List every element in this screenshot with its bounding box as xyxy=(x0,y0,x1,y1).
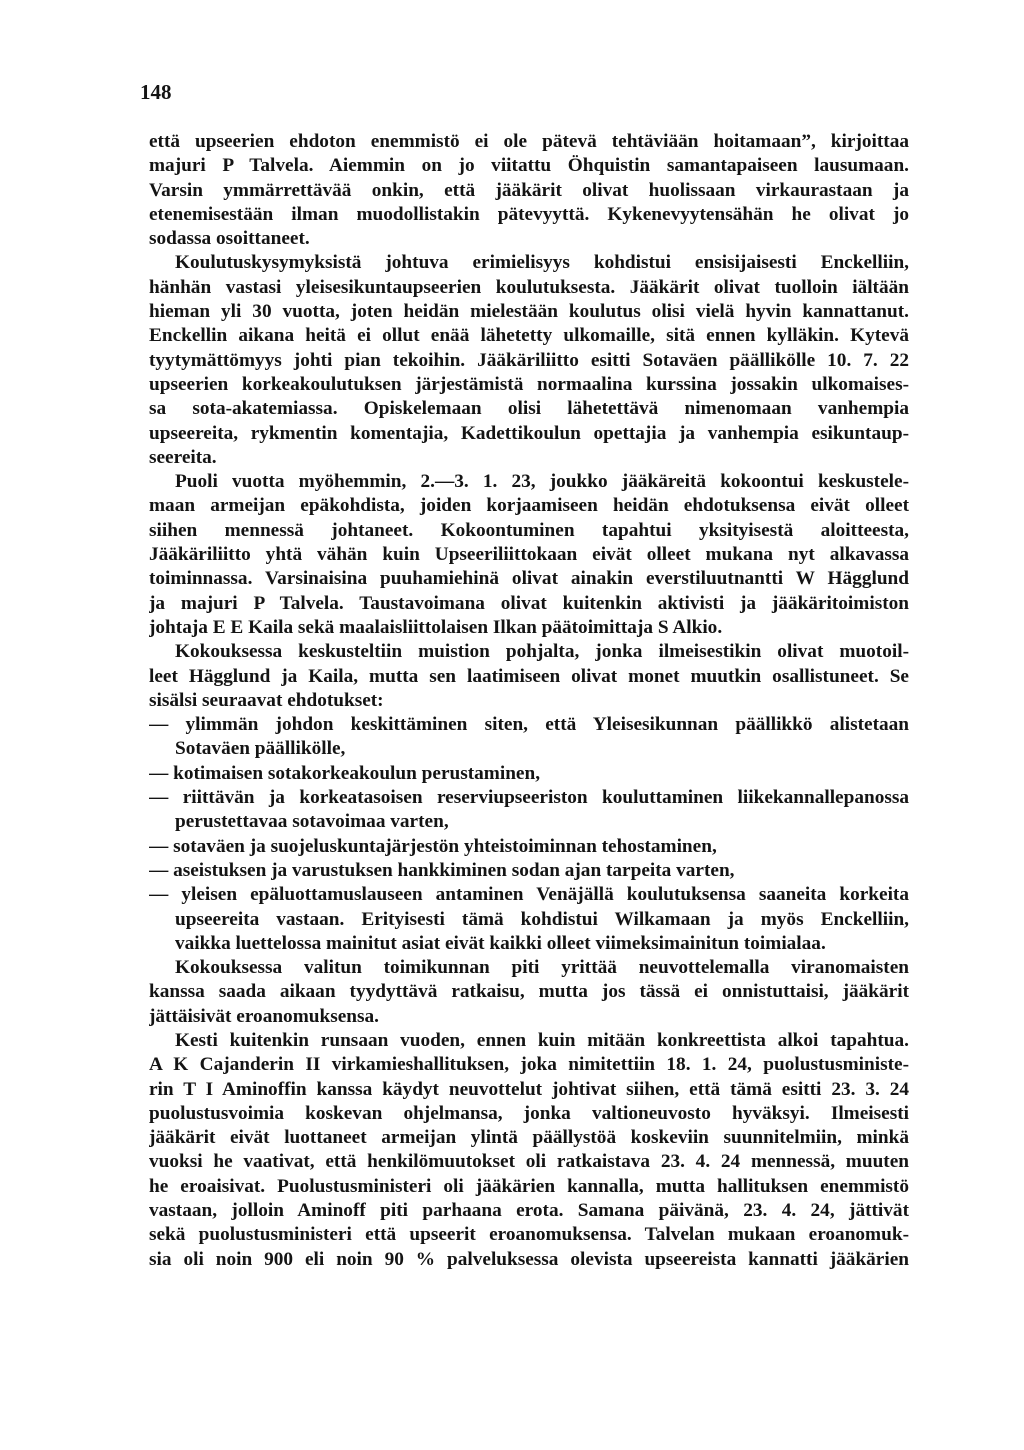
text-line: jättäisivät eroanomuksensa. xyxy=(149,1005,379,1027)
text-line: sekä puolustusministeri että upseerit eroanomuksensa. Talvelan mukaan eroanomuk- xyxy=(149,1224,909,1246)
text-line: Kokouksessa keskusteltiin muistion pohjalta, jonka ilmeisestikin olivat muotoil- xyxy=(175,641,909,663)
text-line: leet Hägglund ja Kaila, mutta sen laatimiseen olivat monet muutkin osallistuneet. Se xyxy=(149,665,909,687)
text-line: Varsin ymmärrettävää onkin, että jääkärit olivat huolissaan virkaurastaan ja xyxy=(149,179,909,201)
list-item: — riittävän ja korkeatasoisen reserviupseeriston kouluttaminen liikekannallepanossa xyxy=(149,787,909,809)
text-line: sa sota-akatemiassa. Opiskelemaan olisi lähetettävä nimenomaan vanhempia xyxy=(149,398,909,420)
text-line: siihen mennessä johtaneet. Kokoontuminen tapahtui yksityisestä aloitteesta, xyxy=(149,519,909,541)
list-item: — kotimaisen sotakorkeakoulun perustaminen, xyxy=(149,762,541,784)
text-line: etenemisestään ilman muodollistakin pätevyyttä. Kykenevyytensähän he olivat jo xyxy=(149,203,909,225)
text-line: rin T I Aminoffin kanssa käydyt neuvottelut johtivat siihen, että tämä esitti 23. 3. 24 xyxy=(149,1078,909,1100)
list-item: — aseistuksen ja varustuksen hankkiminen sodan ajan tarpeita varten, xyxy=(149,859,735,881)
list-item: — ylimmän johdon keskittäminen siten, että Yleisesikunnan päällikkö alistetaan xyxy=(149,714,909,736)
page-number: 148 xyxy=(140,80,172,104)
text-line: majuri P Talvela. Aiemmin on jo viitattu Öhquistin samantapaiseen lausumaan. xyxy=(149,155,909,177)
text-line: vuoksi he vaativat, että henkilömuutokset oli ratkaistava 23. 4. 24 mennessä, muuten xyxy=(149,1151,909,1173)
text-line: upseereita, rykmentin komentajia, Kadettikoulun opettajia ja vanhempia esikuntaup- xyxy=(149,422,909,444)
text-line: Koulutuskysymyksistä johtuva erimielisyys kohdistui ensisijaisesti Enckelliin, xyxy=(175,252,909,274)
list-item-continuation: vaikka luettelossa mainitut asiat eivät kaikki olleet viimeksimainitun toimialaa. xyxy=(175,932,826,954)
text-line: Enckellin aikana heitä ei ollut enää lähetetty ulkomaille, sitä ennen kylläkin. Kytevä xyxy=(149,325,909,347)
text-line: Puoli vuotta myöhemmin, 2.—3. 1. 23, joukko jääkäreitä kokoontui keskustele- xyxy=(175,471,909,493)
text-line: hänhän vastasi yleisesikuntaupseerien koulutuksesta. Jääkärit olivat tuolloin iältään xyxy=(149,276,909,298)
text-line: kanssa saada aikaan tyydyttävä ratkaisu, mutta jos tässä ei onnistuttaisi, jääkärit xyxy=(149,981,909,1003)
text-line: Kokouksessa valitun toimikunnan piti yrittää neuvottelemalla viranomaisten xyxy=(175,957,909,979)
text-line: toiminnassa. Varsinaisina puuhamiehinä olivat ainakin everstiluutnantti W Hägglund xyxy=(149,568,909,590)
text-line: upseerien korkeakoulutuksen järjestämistä normaalina kurssina jossakin ulkomaises- xyxy=(149,373,909,395)
text-line: sisälsi seuraavat ehdotukset: xyxy=(149,689,384,711)
text-line: vastaan, jolloin Aminoff piti parhaana erota. Samana päivänä, 23. 4. 24, jättivät xyxy=(149,1200,909,1222)
text-line: ja majuri P Talvela. Taustavoimana olivat kuitenkin aktivisti ja jääkäritoimiston xyxy=(149,592,909,614)
text-line: tyytymättömyys johti pian tekoihin. Jääkäriliitto esitti Sotaväen päällikölle 10. 7. 22 xyxy=(149,349,909,371)
list-item: — sotaväen ja suojeluskuntajärjestön yhteistoiminnan tehostaminen, xyxy=(149,835,717,857)
list-item-continuation: Sotaväen päällikölle, xyxy=(175,738,346,760)
list-item-continuation: perustettavaa sotavoimaa varten, xyxy=(175,811,449,833)
text-line: maan armeijan epäkohdista, joiden korjaamiseen heidän ehdotuksensa eivät olleet xyxy=(149,495,909,517)
text-line: sia oli noin 900 eli noin 90 % palveluksessa olevista upseereista kannatti jääkärien xyxy=(149,1248,909,1270)
text-line: seereita. xyxy=(149,446,217,468)
text-line: jääkärit eivät luottaneet armeijan ylintä päällystöä koskeviin suunnitelmiin, minkä xyxy=(149,1127,909,1149)
text-line: Jääkäriliitto yhtä vähän kuin Upseeriliittokaan eivät olleet mukana nyt alkavassa xyxy=(149,544,909,566)
text-line: johtaja E E Kaila sekä maalaisliittolaisen Ilkan päätoimittaja S Alkio. xyxy=(149,616,723,638)
text-line: Kesti kuitenkin runsaan vuoden, ennen kuin mitään konkreettista alkoi tapahtua. xyxy=(175,1029,909,1051)
body-text xyxy=(149,130,909,1272)
text-line: sodassa osoittaneet. xyxy=(149,228,310,250)
list-item: — yleisen epäluottamuslauseen antaminen Venäjällä koulutuksensa saaneita korkeita xyxy=(149,884,909,906)
list-item-continuation: upseereita vastaan. Erityisesti tämä kohdistui Wilkamaan ja myös Enckelliin, xyxy=(175,908,909,930)
text-line: hieman yli 30 vuotta, joten heidän mielestään koulutus olisi vielä hyvin kannattanut. xyxy=(149,301,909,323)
text-line: että upseerien ehdoton enemmistö ei ole pätevä tehtäviään hoitamaan”, kirjoittaa xyxy=(149,131,909,152)
text-line: A K Cajanderin II virkamieshallituksen, joka nimitettiin 18. 1. 24, puolustusministe- xyxy=(149,1054,909,1076)
text-line: puolustusvoimia koskevan ohjelmansa, jonka valtioneuvosto hyväksyi. Ilmeisesti xyxy=(149,1102,909,1124)
text-line: he eroaisivat. Puolustusministeri oli jääkärien kannalla, mutta hallituksen enemmistö xyxy=(149,1175,909,1197)
